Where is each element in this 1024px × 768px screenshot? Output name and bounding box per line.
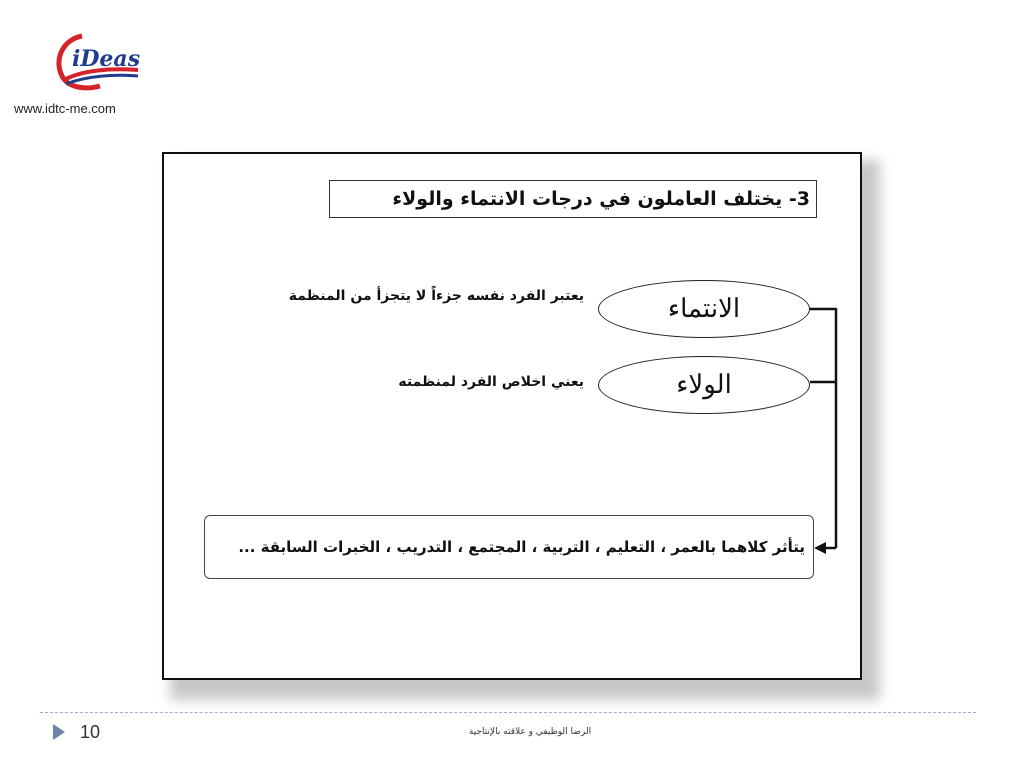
concept-term-loyalty: الولاء (676, 370, 732, 400)
footer-divider (40, 712, 976, 713)
presentation-title: الرضا الوظيفي و علاقته بالإنتاجية (468, 727, 592, 737)
site-url: www.idtc-me.com (14, 101, 116, 116)
concept-definition-loyalty: يعني اخلاص الفرد لمنظمته (398, 374, 584, 390)
effect-text: يتأثر كلاهما بالعمر ، التعليم ، التربية ، المجتمع ، التدريب ، الخبرات السابقة ... (238, 538, 805, 556)
concept-ellipse-loyalty (598, 356, 810, 414)
slide-frame (162, 152, 862, 680)
svg-text:iDeas: iDeas (72, 46, 141, 72)
slide-title: 3- يختلف العاملون في درجات الانتماء والولاء (392, 188, 810, 210)
concept-definition-belonging: يعتبر الفرد نفسه جزءاً لا يتجزأ من المنظمة (288, 288, 584, 304)
ideas-logo (52, 30, 142, 94)
slide-title-box (329, 180, 817, 218)
play-arrow-icon (52, 723, 66, 741)
effect-box (204, 515, 814, 579)
concept-ellipse-belonging (598, 280, 810, 338)
concept-term-belonging: الانتماء (667, 294, 741, 324)
page-number: 10 (80, 722, 101, 742)
